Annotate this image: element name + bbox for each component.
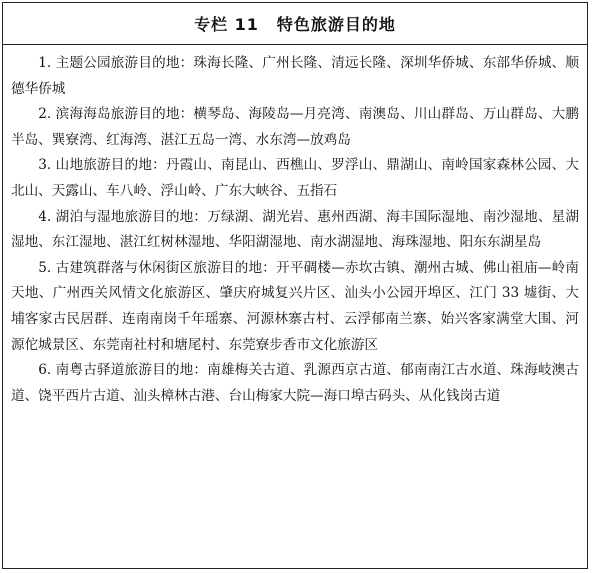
box-title-bar [3, 3, 587, 45]
box-label: 专栏 11 [194, 15, 259, 34]
feature-box [2, 2, 588, 569]
item-ancient-buildings: 5. 古建筑群落与休闲街区旅游目的地：开平碉楼—赤坎古镇、潮州古城、佛山祖庙—岭南天地、广州西关风情文化旅游区、肇庆府城复兴片区、汕头小公园开埠区、江门 33 墟街、大埔客家古民居群、连南南岗千年瑶寨、河源林寨古村、云浮郁南兰寨、始兴客家满堂大围、河源佗城景区、东莞南社村和塘尾村、东莞寮步香市文化旅游区 [11, 259, 579, 353]
box-title: 特色旅游目的地 [276, 15, 396, 34]
item-ancient-post-roads: 6. 南粤古驿道旅游目的地：南雄梅关古道、乳源西京古道、郁南南江古水道、珠海岐澳古道、饶平西片古道、汕头樟林古港、台山梅家大院—海口埠古码头、从化钱岗古道 [11, 362, 579, 404]
item-coastal-islands: 2. 滨海海岛旅游目的地：横琴岛、海陵岛—月亮湾、南澳岛、川山群岛、万山群岛、大鹏半岛、巽寮湾、红海湾、湛江五岛一湾、水东湾—放鸡岛 [11, 106, 579, 148]
item-theme-parks: 1. 主题公园旅游目的地：珠海长隆、广州长隆、清远长隆、深圳华侨城、东部华侨城、顺德华侨城 [11, 55, 579, 97]
item-mountains: 3. 山地旅游目的地：丹霞山、南昆山、西樵山、罗浮山、鼎湖山、南岭国家森林公园、大北山、天露山、车八岭、浮山岭、广东大峡谷、五指石 [11, 157, 579, 199]
box-content [3, 45, 587, 409]
item-lakes-wetlands: 4. 湖泊与湿地旅游目的地：万绿湖、湖光岩、惠州西湖、海丰国际湿地、南沙湿地、星湖湿地、东江湿地、湛江红树林湿地、华阳湖湿地、南水湖湿地、海珠湿地、阳东东湖星岛 [11, 208, 579, 251]
